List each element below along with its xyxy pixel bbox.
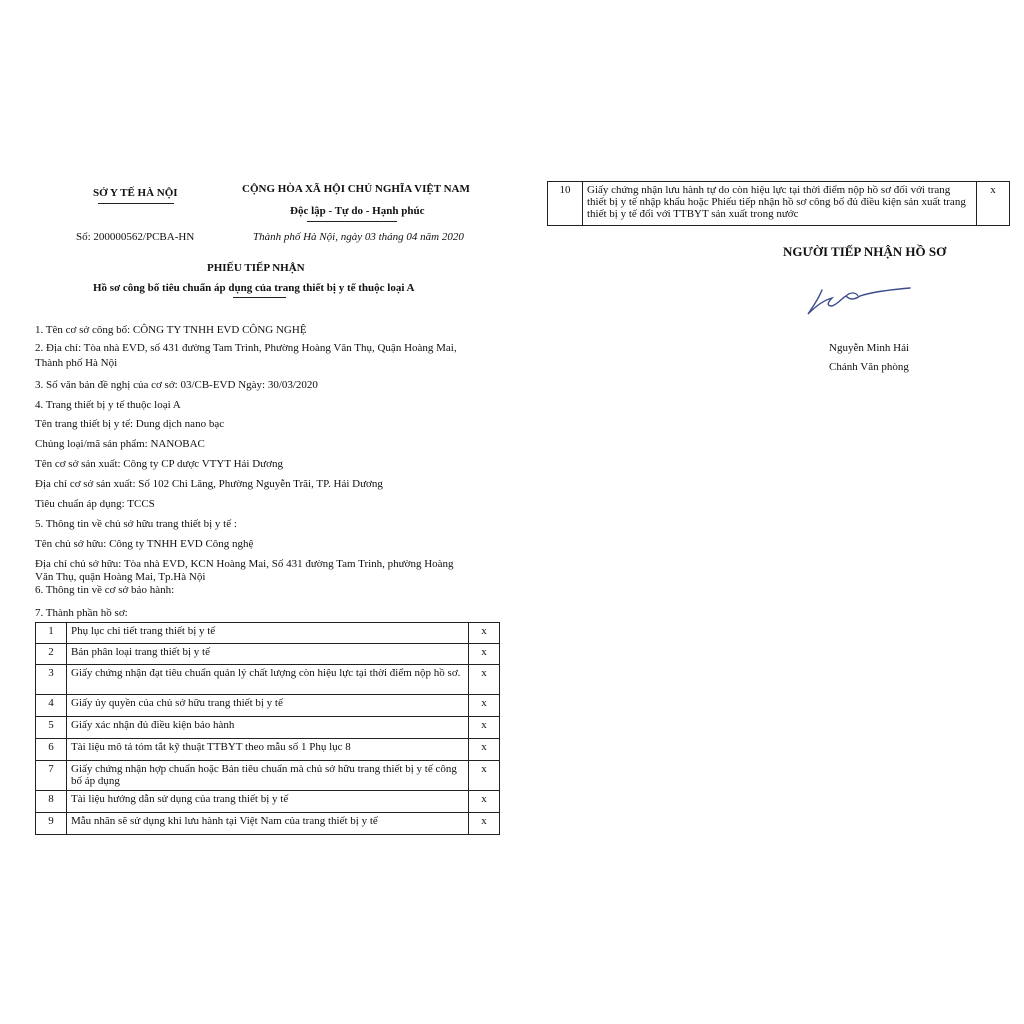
body-line-7: 7. Thành phần hồ sơ: bbox=[35, 607, 128, 619]
table-row bbox=[36, 739, 500, 761]
documents-table bbox=[35, 622, 500, 835]
body-line-1: 1. Tên cơ sở công bố: CÔNG TY TNHH EVD CÔNG NGHỆ bbox=[35, 324, 307, 336]
row-check: x bbox=[469, 665, 500, 695]
row-check: x bbox=[469, 644, 500, 665]
row-check: x bbox=[469, 695, 500, 717]
signature-image bbox=[800, 278, 930, 322]
row-text: Giấy ủy quyền của chủ sở hữu trang thiết bị y tế bbox=[67, 695, 469, 717]
table-row bbox=[36, 761, 500, 791]
row-number: 5 bbox=[36, 717, 67, 739]
issuing-organization: SỞ Y TẾ HÀ NỘI bbox=[93, 187, 178, 199]
table-row bbox=[36, 717, 500, 739]
body-line-5a: Tên chủ sở hữu: Công ty TNHH EVD Công nghệ bbox=[35, 538, 254, 550]
row-number: 10 bbox=[548, 182, 583, 226]
row-number: 4 bbox=[36, 695, 67, 717]
body-line-5: 5. Thông tin về chủ sở hữu trang thiết bị y tế : bbox=[35, 518, 237, 530]
table-row bbox=[36, 665, 500, 695]
table-row bbox=[36, 695, 500, 717]
table-row bbox=[36, 791, 500, 813]
body-line-2b: Thành phố Hà Nội bbox=[35, 357, 118, 369]
subtitle-underline bbox=[233, 297, 286, 298]
body-line-6: 6. Thông tin về cơ sở bảo hành: bbox=[35, 584, 175, 596]
row-check: x bbox=[469, 761, 500, 791]
body-line-3: 3. Số văn bản đề nghị của cơ sở: 03/CB-EVD Ngày: 30/03/2020 bbox=[35, 379, 318, 391]
documents-table-continued bbox=[547, 181, 1010, 226]
row-number: 3 bbox=[36, 665, 67, 695]
document-subtitle: Hồ sơ công bố tiêu chuẩn áp dụng của trang thiết bị y tế thuộc loại A bbox=[93, 282, 415, 294]
national-motto: Độc lập - Tự do - Hạnh phúc bbox=[290, 205, 425, 217]
row-text: Tài liệu hướng dẫn sử dụng của trang thiết bị y tế bbox=[67, 791, 469, 813]
org-underline bbox=[98, 203, 174, 204]
row-text: Giấy chứng nhận đạt tiêu chuẩn quản lý chất lượng còn hiệu lực tại thời điểm nộp hồ sơ. bbox=[67, 665, 469, 695]
body-line-4c: Tên cơ sở sản xuất: Công ty CP dược VTYT Hải Dương bbox=[35, 458, 283, 470]
body-line-4d: Địa chỉ cơ sở sản xuất: Số 102 Chi Lăng, Phường Nguyễn Trãi, TP. Hải Dương bbox=[35, 478, 383, 490]
row-text: Giấy chứng nhận hợp chuẩn hoặc Bản tiêu chuẩn mà chủ sở hữu trang thiết bị y tế công bố áp dụng bbox=[67, 761, 469, 791]
country-name: CỘNG HÒA XÃ HỘI CHỦ NGHĨA VIỆT NAM bbox=[242, 183, 470, 195]
row-check: x bbox=[469, 623, 500, 644]
row-text: Tài liệu mô tả tóm tắt kỹ thuật TTBYT theo mẫu số 1 Phụ lục 8 bbox=[67, 739, 469, 761]
receiver-name: Nguyễn Minh Hải bbox=[829, 342, 910, 354]
row-check: x bbox=[469, 791, 500, 813]
body-line-4: 4. Trang thiết bị y tế thuộc loại A bbox=[35, 399, 181, 411]
row-text: Phụ lục chi tiết trang thiết bị y tế bbox=[67, 623, 469, 644]
motto-underline bbox=[307, 221, 397, 222]
row-number: 7 bbox=[36, 761, 67, 791]
row-number: 9 bbox=[36, 813, 67, 835]
row-check: x bbox=[469, 717, 500, 739]
receiver-heading: NGƯỜI TIẾP NHẬN HỒ SƠ bbox=[783, 244, 947, 259]
body-line-4a: Tên trang thiết bị y tế: Dung dịch nano bạc bbox=[35, 418, 225, 430]
table-row bbox=[36, 644, 500, 665]
body-line-5b1: Địa chỉ chủ sở hữu: Tòa nhà EVD, KCN Hoàng Mai, Số 431 đường Tam Trinh, phường Hoàng bbox=[35, 558, 454, 570]
row-number: 1 bbox=[36, 623, 67, 644]
row-number: 6 bbox=[36, 739, 67, 761]
row-check: x bbox=[469, 813, 500, 835]
table-row bbox=[36, 813, 500, 835]
row-text: Mẫu nhãn sẽ sử dụng khi lưu hành tại Việt Nam của trang thiết bị y tế bbox=[67, 813, 469, 835]
document-number: Số: 200000562/PCBA-HN bbox=[76, 231, 195, 243]
document-title: PHIẾU TIẾP NHẬN bbox=[207, 262, 305, 274]
receiver-position: Chánh Văn phòng bbox=[829, 361, 909, 373]
body-line-2a: 2. Địa chỉ: Tòa nhà EVD, số 431 đường Tam Trinh, Phường Hoàng Văn Thụ, Quận Hoàng Mai, bbox=[35, 342, 457, 354]
body-line-5b2: Văn Thụ, quận Hoàng Mai, Tp.Hà Nội bbox=[35, 571, 206, 583]
row-text: Giấy chứng nhận lưu hành tự do còn hiệu lực tại thời điểm nộp hồ sơ đối với trang thiết bị y tế nhập khẩu hoặc Phiếu tiếp nhận hồ sơ công bố đủ điều kiện sản xuất trang thiết bị y tế đối với TTBYT sản xuất trong nước bbox=[583, 182, 977, 226]
body-line-4b: Chủng loại/mã sản phẩm: NANOBAC bbox=[35, 438, 205, 450]
row-check: x bbox=[469, 739, 500, 761]
table-row bbox=[548, 182, 1010, 226]
table-row bbox=[36, 623, 500, 644]
row-text: Giấy xác nhận đủ điều kiện bảo hành bbox=[67, 717, 469, 739]
place-date: Thành phố Hà Nội, ngày 03 tháng 04 năm 2020 bbox=[253, 231, 464, 243]
row-text: Bản phân loại trang thiết bị y tế bbox=[67, 644, 469, 665]
row-check: x bbox=[977, 182, 1010, 226]
row-number: 8 bbox=[36, 791, 67, 813]
row-number: 2 bbox=[36, 644, 67, 665]
body-line-4e: Tiêu chuẩn áp dụng: TCCS bbox=[35, 498, 155, 510]
